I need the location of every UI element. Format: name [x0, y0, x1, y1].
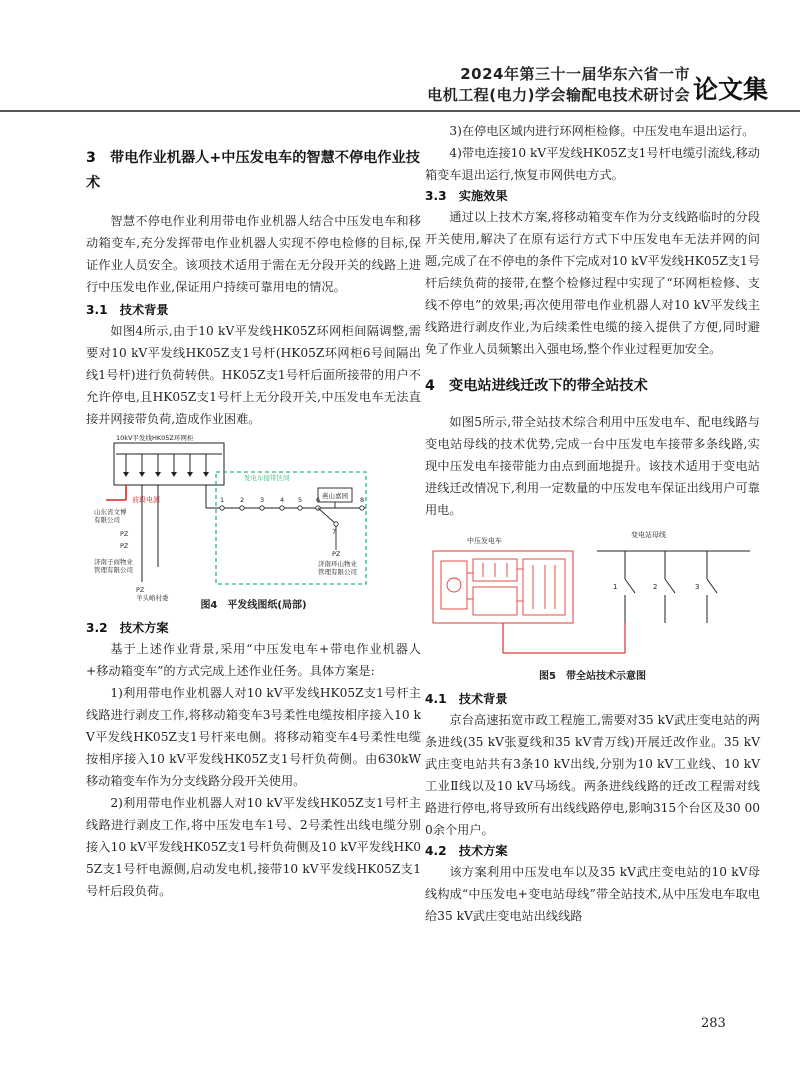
fig4-pole-2: 2: [240, 496, 245, 504]
section-4-1-heading: 4.1 技术背景: [425, 692, 508, 706]
fig5-feeder-switches: [625, 551, 717, 623]
fig4-user4-a: 济南环山物业: [318, 560, 357, 568]
section-3-1-heading: 3.1 技术背景: [86, 303, 169, 317]
fig4-user1-b: 有限公司: [94, 516, 120, 524]
section-3-3-heading: 3.3 实施效果: [425, 189, 508, 203]
page-number: 283: [701, 1016, 726, 1031]
fig4-pz-4: PZ: [332, 550, 341, 558]
fig5-truck-label: 中压发电车: [467, 537, 502, 545]
section-3-1-paragraph: 如图4所示,由于10 kV平发线HK05Z环网柜间隔调整,需要对10 kV平发线HK05Z支1号杆(HK05Z环网柜6号间隔出线1号杆)进行负荷转供。HK05Z支1号杆后面所接带的用户不允许停电,且HK05Z支1号杆上无分段开关,中压发电车无法直接并网接带负荷,造成作业困难。: [86, 324, 421, 426]
figure-5: [425, 529, 760, 669]
fig4-front-power-label: 前段电源: [132, 496, 160, 504]
section-4-2-paragraph: 该方案利用中压发电车以及35 kV武庄变电站的10 kV母线构成“中压发电+变电站母线”带全站技术,从中压发电车取电给35 kV武庄变电站出线线路: [425, 865, 760, 923]
fig4-yanshan-label: 燕山嘉园: [322, 492, 348, 500]
fig4-cabinet-bays: [116, 454, 222, 474]
fig4-pole-4: 4: [280, 496, 285, 504]
right-column: [425, 120, 760, 927]
section-3-2-paragraph-1: 基于上述作业背景,采用“中压发电车+带电作业机器人+移动箱变车”的方式完成上述作业任务。具体方案是:: [86, 642, 421, 678]
header-proceedings-title: 论文集: [693, 75, 769, 104]
fig4-pole-8: 8: [360, 496, 365, 504]
fig5-feeder-2: 2: [653, 583, 658, 591]
fig5-feeder-3: 3: [695, 583, 700, 591]
fig4-user1-a: 山东省文博: [94, 508, 127, 516]
fig4-top-label: 10kV平发线HK05Z环网柜: [116, 434, 194, 442]
header-conference-line: 2024年第三十一届华东六省一市: [460, 65, 690, 83]
fig5-bus-label: 变电站母线: [631, 531, 666, 539]
fig4-branch-7: [318, 508, 336, 524]
section-4-2-heading: 4.2 技术方案: [425, 844, 508, 858]
fig4-pz-3: PZ: [136, 586, 145, 594]
fig4-pole-5: 5: [298, 496, 303, 504]
fig4-pole-6: 6: [316, 496, 321, 504]
header-society-line: 电机工程(电力)学会输配电技术研讨会: [427, 86, 690, 104]
fig5-genset-connection: [503, 623, 625, 653]
section-4-heading: 4 变电站进线迁改下的带全站技术: [425, 378, 648, 394]
figure-4: [86, 432, 421, 604]
figure-4-diagram: [86, 432, 421, 604]
section-3-2-paragraph-3: 2)利用带电作业机器人对10 kV平发线HK05Z支1号杆主线路进行剥皮工作,将中压发电车1号、2号柔性出线电缆分别接入10 kV平发线HK05Z支1号杆负荷侧及10 kV平发线HK05Z支1号杆电源侧,启动发电机,接带10 kV平发线HK05Z支1号杆后段负荷。: [86, 796, 421, 898]
step-4-paragraph: 4)带电连接10 kV平发线HK05Z支1号杆电缆引流线,移动箱变车退出运行,恢复市网供电方式。: [425, 146, 760, 182]
fig4-pole-7: 7: [332, 528, 337, 536]
section-4-1-paragraph: 京台高速拓宽市政工程施工,需要对35 kV武庄变电站的两条进线(35 kV张夏线和35 kV青万线)开展迁改作业。35 kV武庄变电站共有3条10 kV出线,分别为10 kV工业线、10 kV工业Ⅱ线以及10 kV马场线。两条进线线路的迁改工程需对线路进行停电,将导致所有出线线路停电,影响315个台区及30 000余个用户。: [425, 713, 760, 837]
fig4-pz-2: PZ: [120, 542, 129, 550]
step-3-paragraph: 3)在停电区域内进行环网柜检修。中压发电车退出运行。: [449, 124, 755, 138]
section-3-heading: 3 带电作业机器人+中压发电车的智慧不停电作业技术: [86, 150, 420, 191]
section-3-2-paragraph-2: 1)利用带电作业机器人对10 kV平发线HK05Z支1号杆主线路进行剥皮工作,将移动箱变车3号柔性电缆按相序接入10 kV平发线HK05Z支1号杆来电侧。将移动箱变车4号柔性电缆按相序接入10 kV平发线HK05Z支1号杆负荷侧。由630kW移动箱变车作为分支线路分段开关使用。: [86, 686, 421, 788]
left-column: [86, 120, 421, 902]
fig4-pole-1: 1: [220, 496, 225, 504]
fig4-bay-arrows: [123, 472, 209, 477]
figure-5-diagram: [425, 529, 760, 669]
section-4-paragraph: 如图5所示,带全站技术综合利用中压发电车、配电线路与变电站母线的技术优势,完成一台中压发电车接带多条线路,实现中压发电车接带能力由点到面地提升。该技术适用于变电站进线迁改情况下,利用一定数量的中压发电车保证出线用户可靠用电。: [425, 415, 760, 517]
fig4-zone-label: 发电车接带区间: [244, 474, 290, 482]
section-3-2-heading: 3.2 技术方案: [86, 621, 169, 635]
fig4-ring-cabinet-box: [114, 443, 224, 485]
figure-4-caption: 图4 平发线图纸(局部): [200, 600, 307, 611]
page-header: [0, 58, 800, 114]
fig5-truck-circuit: [441, 559, 565, 615]
fig4-user2-b: 管理有限公司: [94, 566, 133, 574]
section-3-paragraph: 智慧不停电作业利用带电作业机器人结合中压发电车和移动箱变车,充分发挥带电作业机器人实现不停电检修的目标,保证作业人员安全。该项技术适用于需在无分段开关的线路上进行中压发电作业,保证用户持续可靠用电的情况。: [86, 214, 421, 294]
fig4-pole-3: 3: [260, 496, 265, 504]
fig4-pz-1: PZ: [120, 530, 129, 538]
figure-5-caption: 图5 带全站技术示意图: [539, 671, 646, 682]
fig4-user3: 羊头峪村委: [136, 594, 169, 602]
section-3-3-paragraph: 通过以上技术方案,将移动箱变车作为分支线路临时的分段开关使用,解决了在原有运行方式下中压发电车无法并网的问题,完成了在不停电的条件下完成对10 kV平发线HK05Z支1号杆后续负荷的接带,在整个检修过程中实现了“环网柜检修、支线不停电”的效果;再次使用带电作业机器人对10 kV平发线主线路进行剥皮作业,为后续柔性电缆的接入提供了方便,同时避免了作业人员频繁出入强电场,整个作业过程更加安全。: [425, 210, 760, 356]
fig4-user2-a: 济南子商物业: [94, 558, 133, 566]
header-rule: [0, 110, 800, 112]
fig4-pole-7-mark: [334, 522, 338, 526]
fig5-feeder-1: 1: [613, 583, 618, 591]
fig4-user4-b: 管理有限公司: [318, 568, 357, 576]
